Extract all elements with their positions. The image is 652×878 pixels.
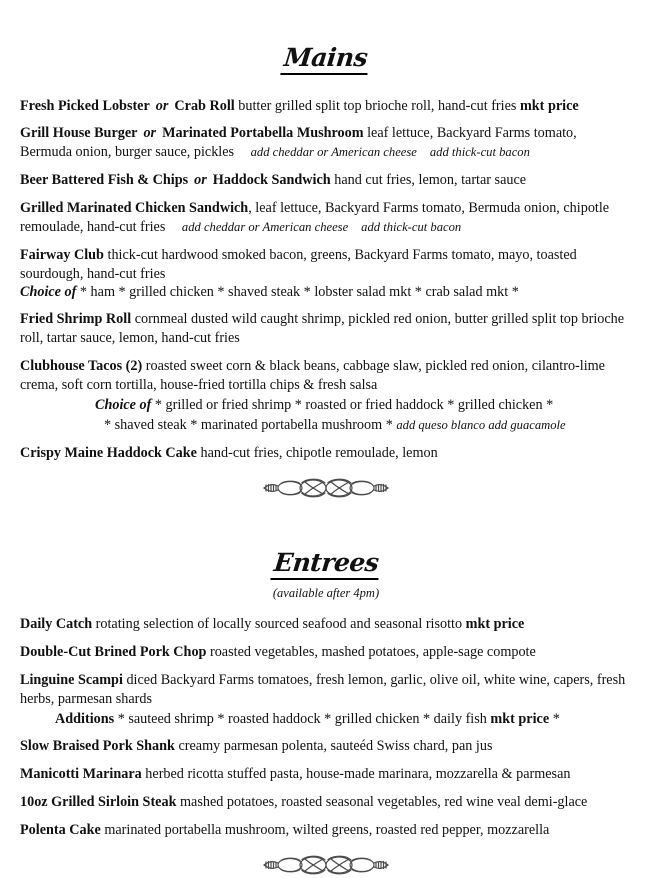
item-name: Grilled Marinated Chicken Sandwich: [20, 200, 249, 216]
item-addon: add cheddar or American cheese: [250, 145, 417, 160]
tacos-choice-line-2: [20, 416, 632, 435]
item-addon: add thick-cut bacon: [429, 145, 530, 160]
menu-item-fairway-club: [20, 246, 632, 284]
item-name: Double-Cut Brined Pork Chop: [20, 643, 207, 660]
entrees-item-list: [20, 615, 632, 840]
item-description: mashed potatoes, roasted seasonal vegetables, red wine veal demi-glace: [180, 794, 588, 811]
section-note-entrees: (available after 4pm): [272, 586, 380, 600]
menu-item-pork-shank: [20, 737, 632, 756]
item-name: Fried Shrimp Roll: [20, 311, 132, 328]
top-spacer: [20, 0, 632, 44]
item-description: thick-cut hardwood smoked bacon, greens, Backyard Farms tomato, mayo, toasted sourdough, hand-cut fries: [20, 246, 577, 282]
menu-item-sirloin-steak: [20, 793, 632, 812]
mains-heading-spacer: [20, 75, 632, 97]
nautical-rope-knot-icon: [261, 475, 391, 501]
item-description: cornmeal dusted wild caught shrimp, pickled red onion, butter grilled split top brioche roll, tartar sauce, lemon, hand-cut fries: [20, 311, 625, 347]
nautical-rope-knot-icon: [261, 852, 391, 878]
item-name: Clubhouse Tacos (2): [20, 358, 143, 375]
mains-item-list: [20, 97, 632, 463]
menu-item-lobster-crab-roll: [20, 97, 632, 116]
item-conjunction: or: [155, 97, 169, 114]
menu-item-haddock-cake: [20, 444, 632, 463]
menu-item-linguine-scampi: [20, 671, 632, 709]
item-name: Manicotti Marinara: [20, 766, 142, 783]
item-name: Daily Catch: [20, 616, 93, 632]
item-name: Beer Battered Fish & Chips: [20, 172, 189, 189]
item-name: Fresh Picked Lobster: [20, 97, 150, 114]
item-name-alt: Haddock Sandwich: [212, 172, 331, 189]
item-name: Polenta Cake: [20, 822, 101, 838]
item-name: Linguine Scampi: [20, 671, 123, 688]
section-heading-mains: [20, 44, 632, 75]
item-description: leaf lettuce, Backyard Farms tomato, Bermuda onion, burger sauce, pickles: [20, 125, 577, 161]
item-description: hand cut fries, lemon, tartar sauce: [334, 172, 527, 189]
item-name-alt: Crab Roll: [174, 97, 235, 114]
menu-item-polenta-cake: [20, 821, 632, 840]
menu-item-clubhouse-tacos: [20, 357, 632, 395]
item-price: mkt price: [519, 97, 579, 114]
item-name: Fairway Club: [20, 246, 104, 263]
ornament-divider-entrees: [20, 852, 632, 878]
choice-label: Choice of: [20, 283, 77, 300]
section-title-mains: Mains: [281, 44, 371, 75]
choice-options-row-1: * grilled or fried shrimp * roasted or fried haddock * grilled chicken *: [154, 396, 554, 413]
entrees-heading-spacer: [20, 601, 632, 615]
item-description: roasted sweet corn & black beans, cabbage slaw, pickled red onion, cilantro-lime crema, soft corn tortilla, house-fried tortilla chips & fresh salsa: [20, 358, 605, 393]
menu-item-fish-and-chips: [20, 171, 632, 190]
menu-item-daily-catch: [20, 615, 632, 634]
choice-label: Choice of: [95, 396, 152, 413]
item-conjunction: or: [143, 125, 157, 142]
fairway-club-choice-line: [20, 283, 632, 302]
menu-item-fried-shrimp-roll: [20, 310, 632, 348]
menu-item-grill-house-burger: [20, 124, 632, 162]
menu-item-pork-chop: [20, 643, 632, 662]
section-title-entrees: Entrees: [270, 549, 382, 580]
item-description: creamy parmesan polenta, sauteéd Swiss chard, pan jus: [178, 738, 493, 755]
choice-options: * ham * grilled chicken * shaved steak * lobster salad mkt * crab salad mkt *: [79, 283, 519, 300]
section-gap-spacer: [20, 501, 632, 549]
additions-options: * sauteed shrimp * roasted haddock * grilled chicken * daily fish: [117, 710, 487, 727]
additions-tail: *: [552, 710, 560, 727]
choice-options-row-2: * shaved steak * marinated portabella mushroom *: [104, 416, 393, 433]
scampi-additions-line: [20, 710, 632, 729]
additions-price: mkt price: [490, 710, 550, 727]
item-name: Crispy Maine Haddock Cake: [20, 444, 197, 461]
item-description: rotating selection of locally sourced seafood and seasonal risotto: [95, 616, 463, 632]
item-name: Grill House Burger: [20, 125, 138, 142]
item-description: diced Backyard Farms tomatoes, fresh lemon, garlic, olive oil, white wine, capers, fresh herbs, parmesan shards: [20, 671, 626, 707]
tacos-choice-line-1: [20, 396, 632, 415]
choice-addons: add queso blanco add guacamole: [396, 417, 566, 432]
item-description: butter grilled split top brioche roll, hand-cut fries: [238, 97, 517, 114]
additions-label: Additions: [55, 710, 115, 727]
item-description: roasted vegetables, mashed potatoes, apple-sage compote: [209, 643, 536, 660]
item-description: marinated portabella mushroom, wilted greens, roasted red pepper, mozzarella: [104, 822, 550, 838]
item-name: Slow Braised Pork Shank: [20, 738, 175, 755]
item-addon: add cheddar or American cheese: [181, 219, 349, 234]
item-description: , leaf lettuce, Backyard Farms tomato, Bermuda onion, chipotle remoulade, hand-cut fries: [20, 200, 610, 235]
ornament-divider-mains: [20, 475, 632, 501]
item-name: 10oz Grilled Sirloin Steak: [20, 794, 177, 811]
item-addon: add thick-cut bacon: [361, 219, 462, 234]
item-conjunction: or: [194, 172, 207, 189]
item-price: mkt price: [465, 616, 525, 632]
item-description: herbed ricotta stuffed pasta, house-made marinara, mozzarella & parmesan: [145, 766, 571, 783]
item-description: hand-cut fries, chipotle remoulade, lemon: [200, 444, 438, 461]
section-heading-entrees: [20, 549, 632, 580]
menu-item-grilled-chicken-sandwich: [20, 199, 632, 237]
item-name-alt: Marinated Portabella Mushroom: [162, 125, 364, 142]
menu-item-manicotti-marinara: [20, 765, 632, 784]
